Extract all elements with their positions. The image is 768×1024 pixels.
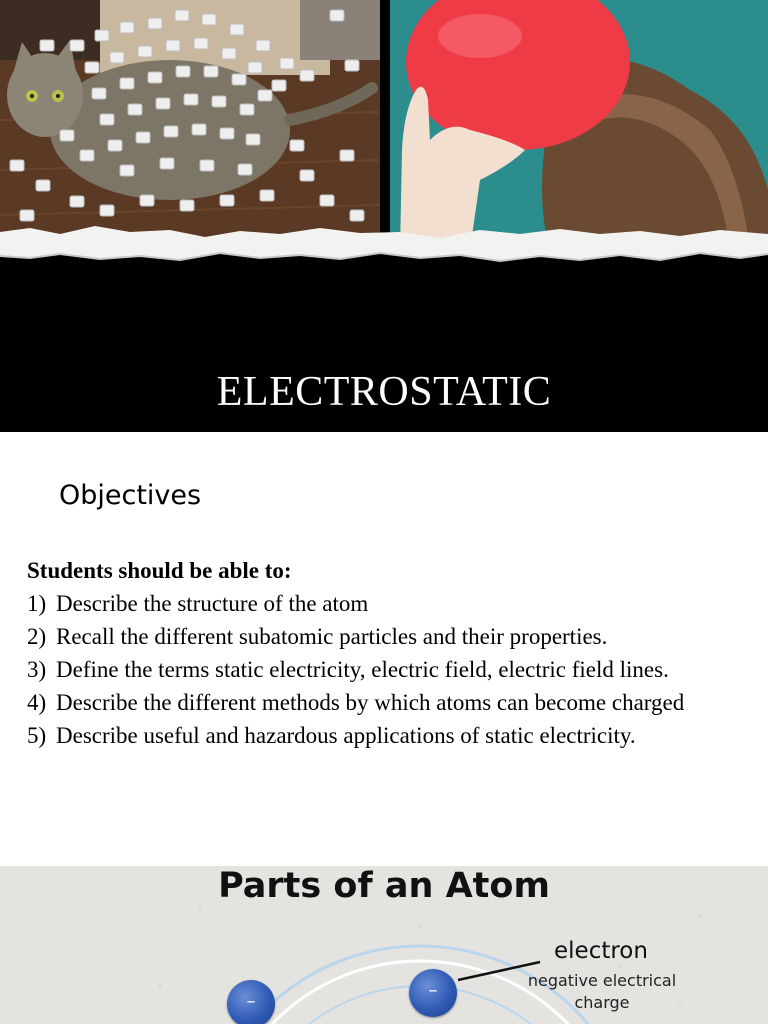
balloon-hair-photo: [390, 0, 768, 250]
title-slide: [0, 0, 768, 432]
electron-label: electron: [554, 938, 648, 964]
objectives-list: [27, 554, 757, 752]
objective-item: [27, 620, 757, 653]
objectives-slide: [0, 432, 768, 866]
objectives-intro: Students should be able to:: [27, 558, 292, 583]
torn-paper-divider: [0, 222, 768, 270]
electron-description: negative electrical charge: [527, 971, 677, 1012]
atom-slide: [0, 866, 768, 1024]
objective-number: 4): [27, 690, 47, 715]
objective-item: [27, 686, 757, 719]
objective-number: 2): [27, 624, 47, 649]
objective-text: Define the terms static electricity, electric field, electric field lines.: [56, 657, 669, 682]
objective-text: Recall the different subatomic particles and their properties.: [56, 624, 608, 649]
atom-slide-title: Parts of an Atom: [218, 866, 550, 906]
objective-text: Describe the different methods by which atoms can become charged: [56, 690, 685, 715]
objective-number: 5): [27, 723, 47, 748]
objective-item: [27, 587, 757, 620]
slide-title: ELECTROSTATIC: [216, 369, 552, 415]
electron-particle: –: [227, 980, 275, 1024]
objective-item: [27, 653, 757, 686]
electron-particle: –: [409, 969, 457, 1017]
objective-text: Describe the structure of the atom: [56, 591, 369, 616]
objective-text: Describe useful and hazardous applications of static electricity.: [56, 723, 636, 748]
objective-item: [27, 719, 757, 752]
objective-number: 3): [27, 657, 47, 682]
objectives-heading: Objectives: [59, 480, 202, 511]
objective-number: 1): [27, 591, 47, 616]
cat-packing-peanuts-photo: [0, 0, 380, 250]
